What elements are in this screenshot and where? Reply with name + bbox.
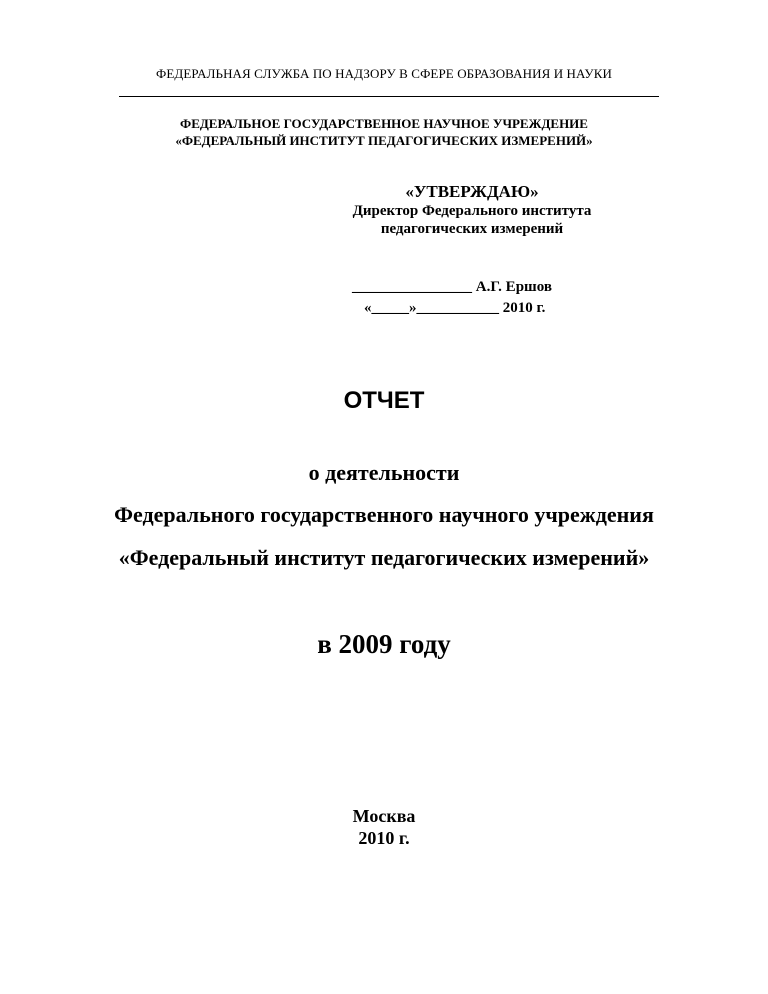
report-year: в 2009 году [317,629,451,659]
publication-city: Москва [352,806,416,826]
report-title: ОТЧЕТ [343,387,425,414]
approval-date-line: «_____»___________ 2010 г. [364,300,546,316]
agency-name: ФЕДЕРАЛЬНАЯ СЛУЖБА ПО НАДЗОРУ В СФЕРЕ ОБРАЗОВАНИЯ И НАУКИ [156,66,612,81]
report-subtitle-line-3: «Федеральный институт педагогических измерений» [118,545,650,570]
institution-name-line-1: ФЕДЕРАЛЬНОЕ ГОСУДАРСТВЕННОЕ НАУЧНОЕ УЧРЕЖДЕНИЕ [180,116,588,131]
approval-role-line-1: Директор Федерального института [352,203,592,219]
publication-year: 2010 г. [358,828,410,848]
signature-line: ________________ А.Г. Ершов [352,279,552,295]
header-divider [119,96,659,97]
institution-name-line-2: «ФЕДЕРАЛЬНЫЙ ИНСТИТУТ ПЕДАГОГИЧЕСКИХ ИЗМЕРЕНИЙ» [175,133,593,148]
approval-title: «УТВЕРЖДАЮ» [405,182,539,201]
approval-role-line-2: педагогических измерений [380,221,564,237]
report-subtitle-line-2: Федерального государственного научного учреждения [114,502,654,527]
report-subtitle-line-1: о деятельности [308,460,460,485]
